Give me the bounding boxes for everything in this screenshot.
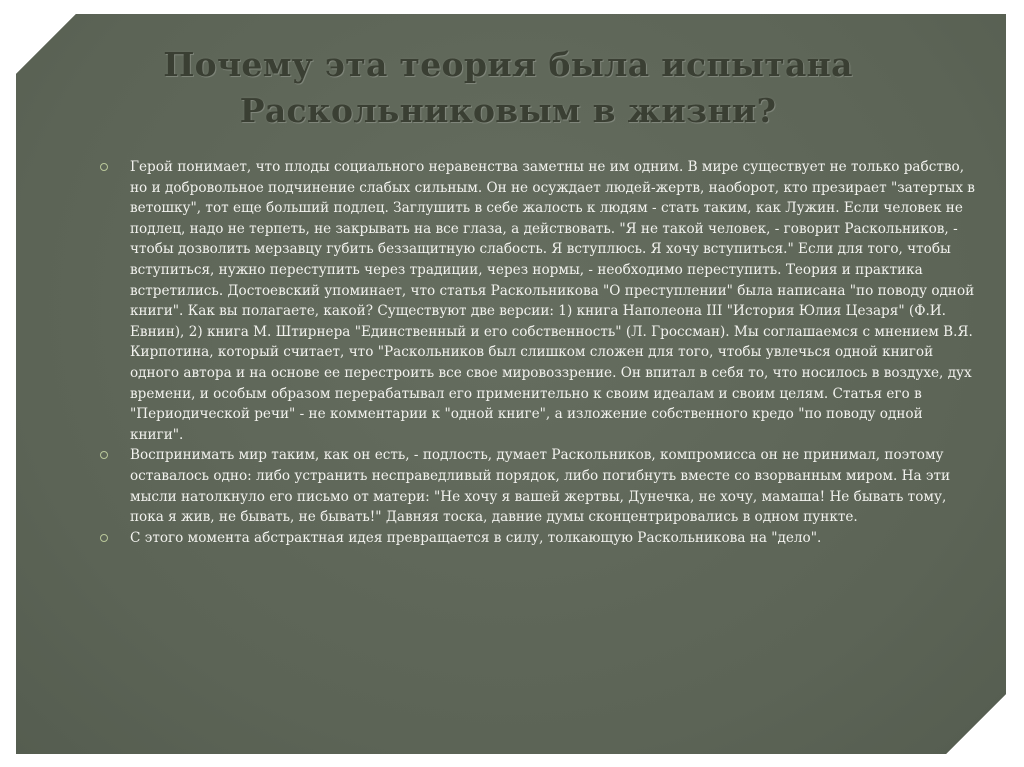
bullet-circle-icon	[100, 534, 108, 542]
bullet-item-2	[100, 445, 980, 527]
bullet-list	[100, 157, 980, 548]
bullet-item-3	[100, 528, 980, 549]
slide-title	[90, 42, 926, 134]
bullet-circle-icon	[100, 451, 108, 459]
slide-title-line-2: Раскольниковым в жизни?	[239, 91, 777, 130]
bullet-item-1	[100, 157, 980, 445]
bullet-text: Герой понимает, что плоды социального неравенства заметны не им одним. В мире существует не только рабство, но и добровольное подчинение слабых сильным. Он не осуждает людей-жертв, наоборот, кто презирает "затертых в ветошку", тот еще больший подлец. Заглушить в себе жалость к людям - стать таким, как Лужин. Если человек не подлец, надо не терпеть, не закрывать на все глаза, а действовать. "Я не такой человек, - говорит Раскольников, - чтобы дозволить мерзавцу губить беззащитную слабость. Я вступлюсь. Я хочу вступиться." Если для того, чтобы вступиться, нужно переступить через традиции, через нормы, - необходимо переступить. Теория и практика встретились. Достоевский упоминает, что статья Раскольникова "О преступлении" была написана "по поводу одной книги". Как вы полагаете, какой? Существуют две версии: 1) книга Наполеона III "История Юлия Цезаря" (Ф.И. Евнин), 2) книга М. Штирнера "Единственный и его собственность" (Л. Гроссман). Мы соглашаемся с мнением В.Я. Кирпотина, который считает, что "Раскольников был слишком сложен для того, чтобы увлечься одной книгой одного автора и на основе ее перестроить все свое мировоззрение. Он впитал в себя то, что носилось в воздухе, дух времени, и особым образом перерабатывал его применительно к своим идеалам и своим целям. Статья его в "Периодической речи" - не комментарии к "одной книге", а изложение собственного кредо "по поводу одной книги".	[130, 159, 975, 443]
bullet-text: Воспринимать мир таким, как он есть, - подлость, думает Раскольников, компромисса он не принимал, поэтому оставалось одно: либо устранить несправедливый порядок, либо погибнуть вместе со взорванным миром. На эти мысли натолкнуло его письмо от матери: "Не хочу я вашей жертвы, Дунечка, не хочу, мамаша! Не бывать тому, пока я жив, не бывать, не бывать!" Давняя тоска, давние думы сконцентрировались в одном пункте.	[130, 447, 951, 526]
bullet-circle-icon	[100, 163, 108, 171]
bullet-text: С этого момента абстрактная идея превращается в силу, толкающую Раскольникова на "дело".	[130, 529, 822, 546]
slide-title-line-1: Почему эта теория была испытана	[163, 45, 853, 84]
